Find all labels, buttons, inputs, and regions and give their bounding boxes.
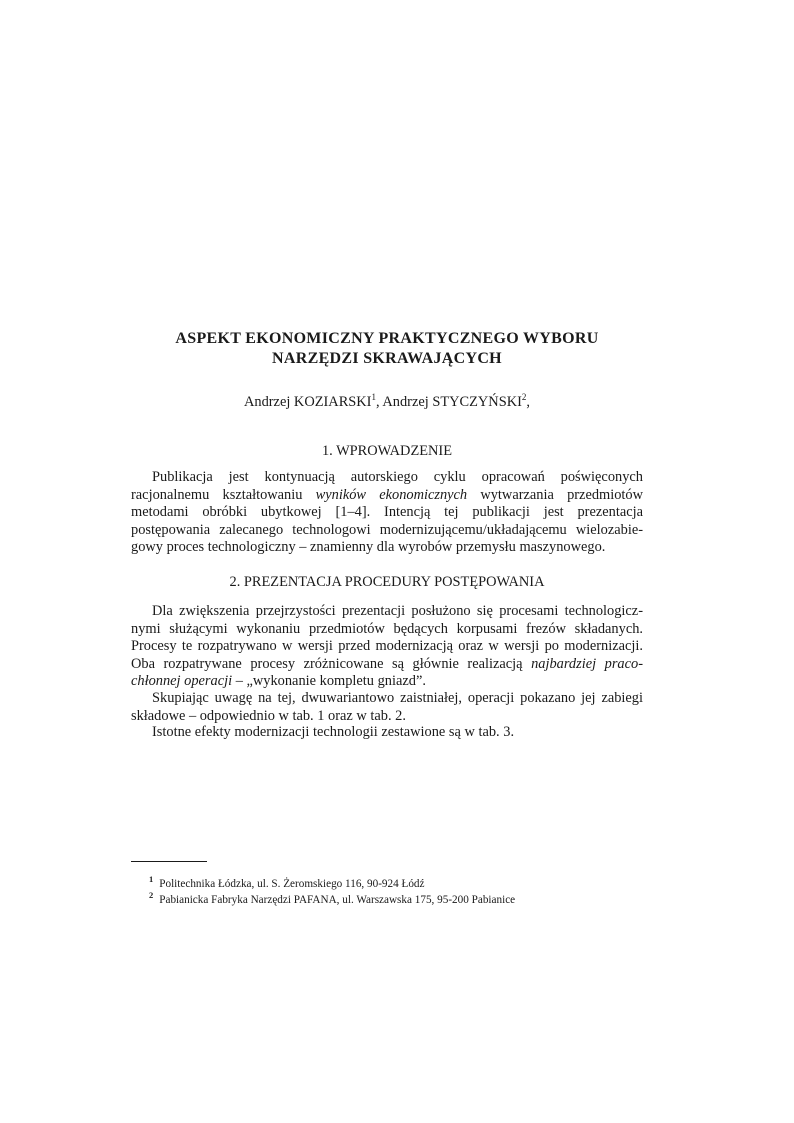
author-list [131, 393, 643, 411]
emphasis-text: wyników ekonomicznych [315, 486, 468, 503]
paragraph-procedure-1 [131, 603, 643, 691]
paper-title [131, 329, 643, 369]
footnote-text: Pabianicka Fabryka Narzędzi PAFANA, ul. Warszawska 175, 95-200 Pabianice [159, 894, 516, 906]
text-line [131, 487, 643, 505]
text-line: Istotne efekty modernizacji technologii zestawione są w tab. 3. [152, 724, 515, 740]
footnote-number: 1 [149, 874, 154, 885]
footnote-separator [131, 861, 207, 862]
text-run: racjonalnemu kształtowaniu [131, 486, 316, 503]
affiliation-mark: 1 [371, 392, 376, 403]
text-run: Oba rozpatrywane procesy zróżnicowane są głównie realizacją [131, 655, 532, 672]
text-line: składowe – odpowiednio w tab. 1 oraz w tab. 2. [131, 707, 406, 724]
author-trailing: , [526, 394, 530, 410]
text-line: Skupiając uwagę na tej, dwuwariantowo zaistniałej, operacji pokazano jej zabiegi [152, 690, 643, 706]
text-line: Procesy te rozpatrywano w wersji przed modernizacją oraz w wersji po modernizacji. [131, 638, 643, 655]
text-line: postępowania zalecanego technologowi modernizującemu/układającemu wielozabie- [131, 521, 643, 538]
author-name: Andrzej KOZIARSKI [243, 394, 372, 410]
text-line [131, 656, 643, 674]
footnote-affiliation-1 [149, 874, 425, 891]
text-line: Dla zwiększenia przejrzystości prezentacji posłużono się procesami technologicz- [152, 603, 643, 619]
text-run: – „wykonanie kompletu gniazd”. [232, 673, 426, 690]
paper-title-line-2: NARZĘDZI SKRAWAJĄCYCH [272, 350, 502, 367]
section-heading-procedure: 2. PREZENTACJA PROCEDURY POSTĘPOWANIA [229, 574, 545, 590]
paper-page [131, 0, 643, 1123]
text-run: wytwarzania przedmiotów [467, 486, 643, 503]
emphasis-text: najbardziej praco- [531, 655, 643, 672]
paragraph-procedure-2 [131, 690, 643, 725]
author-separator: , [375, 394, 383, 410]
affiliation-mark: 2 [521, 392, 527, 403]
text-line [131, 673, 643, 691]
footnote-number: 2 [149, 890, 154, 901]
author-name: Andrzej STYCZYŃSKI [382, 394, 522, 410]
text-line: metodami obróbki ubytkowej [1–4]. Intencją tej publikacji jest prezentacja [131, 504, 643, 521]
paper-title-line-1: ASPEKT EKONOMICZNY PRAKTYCZNEGO WYBORU [175, 330, 599, 347]
section-heading-introduction: 1. WPROWADZENIE [321, 443, 453, 459]
paragraph-introduction [131, 469, 643, 557]
emphasis-text: chłonnej operacji [131, 673, 233, 690]
paragraph-procedure-3 [131, 724, 643, 742]
text-line: Publikacja jest kontynuacją autorskiego cyklu opracowań poświęconych [152, 469, 643, 485]
text-line: gowy proces technologiczny – znamienny dla wyrobów przemysłu maszynowego. [131, 539, 606, 556]
text-line: nymi służącymi wykonaniu przedmiotów będących korpusami frezów składanych. [131, 620, 643, 637]
footnote-affiliation-2 [149, 890, 516, 907]
footnote-text: Politechnika Łódzka, ul. S. Żeromskiego 116, 90-924 Łódź [159, 878, 425, 890]
